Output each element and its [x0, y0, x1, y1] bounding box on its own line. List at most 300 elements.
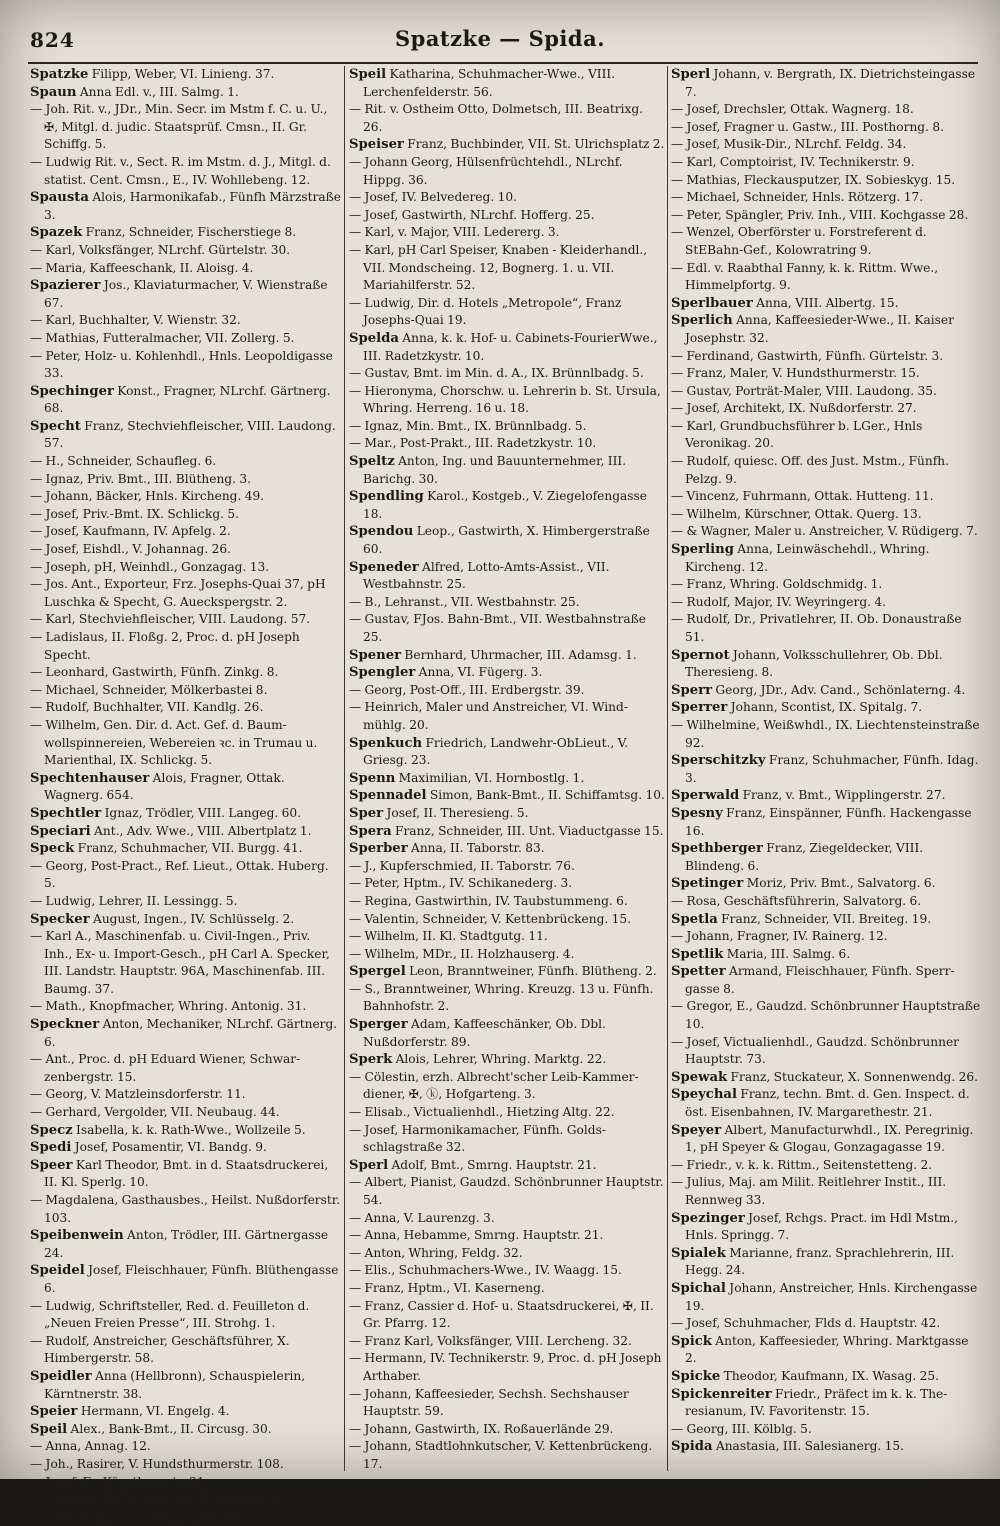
entry-text: Franz, Schneider, Fischerstiege 8.	[82, 225, 297, 240]
entry-text: Alex., Bank-Bmt., II. Circusg. 30.	[67, 1421, 272, 1436]
entry-text: — Joh., Rasirer, V. Hundsthurmerstr. 108.	[30, 1456, 284, 1471]
directory-entry	[30, 805, 341, 823]
entry-text: Bernhard, Uhrmacher, III. Adamsg. 1.	[401, 647, 637, 662]
entry-text: Maria, III. Salmg. 6.	[723, 946, 851, 961]
entry-surname: Spetlik	[671, 946, 724, 962]
directory-entry	[671, 1210, 982, 1245]
directory-entry	[30, 1456, 341, 1474]
directory-entry	[349, 858, 665, 876]
directory-entry	[30, 471, 341, 489]
directory-entry	[30, 260, 341, 278]
entry-surname: Speciari	[30, 823, 91, 839]
entry-surname: Spida	[671, 1439, 713, 1455]
entry-text: — Joseph, pH, Weinhdl., Gonzagag. 13.	[30, 559, 270, 574]
entry-text: Anna, VI. Fügerg. 3.	[415, 665, 543, 680]
entry-text: — Josef, Kaufmann, IV. Apfelg. 2.	[30, 524, 231, 539]
entry-text: Franz, Schneider, III. Unt. Viaductgasse 15.	[391, 823, 664, 838]
entry-text: — Anna, Annag. 12.	[30, 1439, 151, 1454]
directory-entry	[349, 365, 665, 383]
directory-entry	[671, 1034, 982, 1069]
directory-entry	[671, 647, 982, 682]
entry-text: Friedrich, Landwehr-ObLieut., V. Griesg. 23.	[363, 735, 629, 768]
entry-text: — Wilhelm, Gen. Dir. d. Act. Gef. d. Baumwollspinnereien, Webereien ꝛc. in Trumau u. Marienthal, IX. Schlickg. 5.	[30, 717, 318, 768]
entry-text: — Franz, Whring. Goldschmidg. 1.	[671, 577, 883, 592]
entry-surname: Sperl	[671, 67, 711, 82]
entry-surname: Spelda	[349, 330, 399, 346]
directory-entry	[349, 242, 665, 295]
entry-text: — Karl, Buchhalter, V. Wienstr. 32.	[30, 313, 241, 328]
entry-text: Johann, Volksschullehrer, Ob. Dbl. Theresieng. 8.	[685, 647, 943, 680]
entry-text: — Johann, Kaffeesieder, Sechsh. Sechshauser Hauptstr. 59.	[349, 1386, 629, 1419]
entry-text: Anastasia, III. Salesianerg. 15.	[712, 1439, 905, 1454]
entry-surname: Spesny	[671, 805, 723, 821]
directory-entry	[30, 1192, 341, 1227]
directory-entry	[30, 1368, 341, 1403]
directory-entry	[349, 1069, 665, 1104]
directory-entry	[671, 963, 982, 998]
entry-surname: Speier	[30, 1404, 78, 1420]
directory-entry	[30, 1104, 341, 1122]
directory-entry	[349, 488, 665, 523]
entry-text: Maximilian, VI. Hornbostlg. 1.	[395, 770, 585, 785]
directory-entry	[349, 664, 665, 682]
entry-surname: Sperl	[349, 1157, 389, 1173]
entry-text: — Hieronyma, Chorschw. u. Lehrerin b. St. Ursula, Whring. Herreng. 16 u. 18.	[349, 383, 661, 416]
directory-entry	[671, 998, 982, 1033]
entry-text: — Karl, v. Major, VIII. Ledererg. 3.	[349, 225, 560, 240]
directory-entry	[671, 365, 982, 383]
entry-surname: Sperlich	[671, 313, 733, 329]
entry-surname: Spausta	[30, 190, 89, 206]
entry-text: Josef, Rchgs. Pract. im Hdl Mstm., Hnls. Springg. 7.	[685, 1210, 959, 1243]
directory-entry	[349, 154, 665, 189]
entry-text: Alois, Harmonikafab., Fünfh Märzstraße 3.	[44, 190, 341, 222]
entry-text: — Wenzel, Oberförster u. Forstreferent d. StEBahn-Gef., Kolowratring 9.	[671, 225, 927, 257]
entry-text: — Anna, V. Laurenzg. 3.	[349, 1210, 495, 1225]
directory-entry	[671, 752, 982, 787]
directory-entry	[671, 805, 982, 840]
entry-text: — Johann, Fragner, IV. Rainerg. 12.	[671, 929, 888, 944]
entry-surname: Spicke	[671, 1368, 721, 1384]
directory-entry	[30, 101, 341, 154]
entry-text: — Maria, Kaffeeschank, II. Aloisg. 4.	[30, 260, 254, 275]
entry-surname: Speidel	[30, 1263, 85, 1279]
directory-entry	[349, 66, 665, 101]
directory-entry	[349, 981, 665, 1016]
entry-text: — Wilhelm, MDr., II. Holzhauserg. 4.	[349, 946, 575, 961]
entry-surname: Speneder	[349, 559, 419, 575]
entry-text: — Josef, Schuhmacher, Flds d. Hauptstr. 42.	[671, 1316, 941, 1331]
directory-entry	[30, 576, 341, 611]
entry-surname: Spener	[349, 647, 402, 663]
entry-text: — Michael, Schneider, Hnls. Rötzerg. 17.	[671, 190, 924, 205]
entry-surname: Sperlbauer	[671, 295, 753, 311]
entry-surname: Sperk	[349, 1052, 393, 1068]
directory-entry	[671, 119, 982, 137]
entry-text: Josef, Fleischhauer, Fünfh. Blüthengasse 6.	[44, 1263, 339, 1295]
entry-surname: Spernot	[671, 647, 730, 663]
directory-entry	[349, 770, 665, 788]
entry-text: — Josef, Sichh. W. Insp., VI. Laimgrubeng. 13.	[30, 1492, 311, 1507]
directory-entry	[671, 1438, 982, 1456]
directory-entry	[349, 1298, 665, 1333]
entry-text: Konst., Fragner, NLrchf. Gärtnerg. 68.	[44, 383, 331, 416]
directory-entry	[671, 893, 982, 911]
entry-text: Isabella, k. k. Rath-Wwe., Wollzeile 5.	[72, 1122, 306, 1137]
directory-entry	[349, 435, 665, 453]
entry-surname: Spennadel	[349, 788, 427, 804]
directory-entry	[30, 154, 341, 189]
directory-entry	[349, 559, 665, 594]
directory-entry	[349, 383, 665, 418]
entry-text: — Peter, Hptm., IV. Schikanederg. 3.	[349, 876, 573, 891]
directory-entry	[30, 1491, 341, 1509]
directory-entry	[30, 629, 341, 664]
directory-entry	[30, 1509, 341, 1526]
entry-text: — Franz Karl, Volksfänger, VIII. Lercheng. 32.	[349, 1333, 632, 1348]
directory-entry	[30, 330, 341, 348]
directory-entry	[671, 576, 982, 594]
running-head: Spatzke — Spida.	[394, 26, 606, 51]
entry-text: Franz, Schneider, VII. Breiteg. 19.	[717, 911, 932, 926]
directory-entry	[30, 242, 341, 260]
entry-text: Jos., Klaviaturmacher, V. Wienstraße 67.	[44, 278, 328, 310]
entry-text: Franz, Stuckateur, X. Sonnenwendg. 26.	[727, 1069, 978, 1084]
entry-surname: Spendling	[349, 489, 424, 505]
entry-text: — Gustav, Porträt-Maler, VIII. Laudong. 35.	[671, 383, 937, 398]
directory-entry	[30, 383, 341, 418]
directory-entry	[671, 717, 982, 752]
directory-entry	[671, 1122, 982, 1157]
directory-entry	[349, 1157, 665, 1175]
entry-text: — H., Schneider, Schaufleg. 6.	[30, 454, 217, 469]
entry-text: — Ferdinand, Gastwirth, Fünfh. Gürtelstr. 3.	[671, 348, 944, 363]
entry-text: Leon, Branntweiner, Fünfh. Blütheng. 2.	[405, 964, 657, 979]
entry-text: — Franz, Maler, V. Hundsthurmerstr. 15.	[671, 366, 920, 381]
entry-text: — Josef, IV. Belvedereg. 10.	[349, 190, 517, 205]
entry-text: — Elisab., Victualienhdl., Hietzing Altg. 22.	[349, 1105, 615, 1120]
entry-text: Josef, Posamentir, VI. Bandg. 9.	[71, 1140, 267, 1155]
directory-entry	[349, 1122, 665, 1157]
entry-text: — Rudolf, Anstreicher, Geschäftsführer, X. Himbergerstr. 58.	[30, 1333, 290, 1366]
directory-entry	[349, 1438, 665, 1473]
directory-entry	[671, 418, 982, 453]
directory-entry	[349, 823, 665, 841]
directory-entry	[30, 84, 341, 102]
entry-surname: Spatzke	[30, 67, 89, 82]
directory-entry	[671, 136, 982, 154]
entry-surname: Spengler	[349, 665, 416, 681]
directory-entry	[349, 523, 665, 558]
directory-entry	[671, 1368, 982, 1386]
entry-surname: Spergel	[349, 964, 406, 980]
entry-surname: Speltz	[349, 454, 395, 470]
entry-surname: Spenkuch	[349, 735, 423, 751]
directory-entry	[671, 1386, 982, 1421]
entry-text: — Rudolf, quiesc. Off. des Just. Mstm., Fünfh. Pelzg. 9.	[671, 454, 949, 486]
entry-text: — Georg, V. Matzleinsdorferstr. 11.	[30, 1087, 246, 1102]
entry-text: — Josef, Victualienhdl., Gaudzd. Schönbrunner Hauptstr. 73.	[671, 1034, 959, 1067]
entry-text: — Gregor, E., Gaudzd. Schönbrunner Hauptstraße 10.	[671, 999, 981, 1032]
entry-surname: Spickenreiter	[671, 1386, 772, 1402]
entry-text: Franz, techn. Bmt. d. Gen. Inspect. d. öst. Eisenbahnen, IV. Margarethestr. 21.	[685, 1087, 970, 1120]
entry-text: — Wilhelm, Kürschner, Ottak. Querg. 13.	[671, 506, 922, 521]
entry-text: — Johann, Bäcker, Hnls. Kircheng. 49.	[30, 489, 265, 504]
directory-entry	[30, 1474, 341, 1492]
directory-entry	[30, 348, 341, 383]
directory-entry	[349, 453, 665, 488]
entry-text: — Peter, Spängler, Priv. Inh., VIII. Kochgasse 28.	[671, 207, 969, 222]
entry-text: — Math., Knopfmacher, Whring. Antonig. 31.	[30, 999, 307, 1014]
entry-text: Marianne, franz. Sprachlehrerin, III. Hegg. 24.	[685, 1245, 955, 1278]
entry-text: Simon, Bank-Bmt., II. Schiffamtsg. 10.	[426, 788, 665, 803]
directory-entry	[30, 858, 341, 893]
entry-text: Johann, Anstreicher, Hnls. Kirchengasse 19.	[685, 1280, 978, 1313]
directory-entry	[30, 66, 341, 84]
directory-entry	[349, 1421, 665, 1439]
entry-text: Karl Theodor, Bmt. in d. Staatsdruckerei, II. Kl. Sperlg. 10.	[44, 1157, 329, 1190]
entry-text: — Ignaz, Min. Bmt., IX. Brünnlbadg. 5.	[349, 418, 587, 433]
entry-text: Ignaz, Trödler, VIII. Langeg. 60.	[101, 805, 302, 820]
entry-surname: Sper	[349, 805, 384, 821]
directory-entry	[671, 1157, 982, 1175]
directory-entry	[349, 682, 665, 700]
directory-entry	[349, 1051, 665, 1069]
entry-text: Anna, k. k. Hof- u. Cabinets-FourierWwe., III. Radetzkystr. 10.	[363, 330, 658, 363]
entry-surname: Spetinger	[671, 876, 744, 892]
entry-surname: Specker	[30, 911, 90, 927]
entry-text: — Josef, Gastwirth, NLrchf. Hofferg. 25.	[349, 207, 595, 222]
directory-entry	[671, 488, 982, 506]
directory-entry	[349, 1386, 665, 1421]
directory-entry	[671, 506, 982, 524]
directory-entry	[30, 1421, 341, 1439]
entry-surname: Speyer	[671, 1122, 722, 1138]
entry-text: — Rudolf, Dr., Privatlehrer, II. Ob. Donaustraße 51.	[671, 612, 962, 644]
entry-text: Franz, Einspänner, Fünfh. Hackengasse 16.	[685, 805, 972, 838]
directory-entry	[30, 1157, 341, 1192]
directory-entry	[671, 699, 982, 717]
directory-entry	[30, 611, 341, 629]
entry-surname: Specz	[30, 1122, 73, 1138]
entry-text: Franz, v. Bmt., Wipplingerstr. 27.	[739, 788, 946, 803]
entry-text: — Franz, Hptm., VI. Kaserneng.	[349, 1280, 545, 1295]
entry-text: — Rit. v. Ostheim Otto, Dolmetsch, III. Beatrixg. 26.	[349, 102, 644, 134]
directory-entry	[671, 523, 982, 541]
entry-text: — Peter, Holz- u. Kohlenhdl., Hnls. Leopoldigasse 33.	[30, 348, 333, 381]
column-1	[30, 66, 341, 1524]
entry-text: — Josef, Harmonikamacher, Fünfh. Goldsschlagstraße 32.	[349, 1122, 606, 1155]
entry-text: — Anna, Hebamme, Smrng. Hauptstr. 21.	[349, 1228, 604, 1243]
entry-surname: Spetla	[671, 911, 718, 927]
directory-entry	[671, 400, 982, 418]
directory-entry	[30, 823, 341, 841]
entry-surname: Spechinger	[30, 383, 114, 399]
entry-surname: Speil	[30, 1421, 68, 1437]
entry-text: — Ludwig, Schriftsteller, Red. d. Feuilleton d. „Neuen Freien Presse“, III. Strohg. 1.	[30, 1298, 310, 1331]
entry-surname: Spedi	[30, 1140, 72, 1156]
entry-text: — Mathias, Fleckausputzer, IX. Sobieskyg. 15.	[671, 172, 956, 187]
entry-surname: Spazierer	[30, 278, 101, 294]
entry-text: — Karl A., Maschinenfab. u. Civil-Ingen., Priv. Inh., Ex- u. Import-Gesch., pH Carl A. Specker, III. Landstr. Hauptstr. 96A, Maschinenfab. III. Baumg. 37.	[30, 929, 330, 996]
entry-text: — Georg, Post-Pract., Ref. Lieut., Ottak. Huberg. 5.	[30, 858, 329, 891]
entry-text: — S., Branntweiner, Whring. Kreuzg. 13 u. Fünfh. Bahnhofstr. 2.	[349, 981, 654, 1014]
directory-entry	[349, 330, 665, 365]
entry-text: — & Wagner, Maler u. Anstreicher, V. Rüdigerg. 7.	[671, 524, 978, 539]
entry-text: — Johann, Gastwirth, IX. Roßauerlände 29.	[349, 1421, 614, 1436]
entry-text: — Rudolf, Buchhalter, VII. Kandlg. 26.	[30, 700, 264, 715]
entry-text: Ant., Adv. Wwe., VIII. Albertplatz 1.	[90, 823, 312, 838]
directory-entry	[671, 594, 982, 612]
directory-entry	[349, 1104, 665, 1122]
entry-surname: Specht	[30, 418, 81, 434]
directory-entry	[30, 541, 341, 559]
directory-entry	[671, 260, 982, 295]
directory-entry	[349, 1350, 665, 1385]
directory-entry	[30, 770, 341, 805]
directory-entry	[671, 911, 982, 929]
page-header	[0, 24, 1000, 60]
directory-entry	[671, 1280, 982, 1315]
entry-text: — Friedr., v. k. k. Rittm., Seitenstetteng. 2.	[671, 1157, 933, 1172]
entry-surname: Spechtler	[30, 805, 102, 821]
entry-surname: Sperr	[671, 682, 713, 698]
entry-surname: Speil	[349, 67, 387, 82]
directory-entry	[30, 928, 341, 998]
entry-surname: Speckner	[30, 1017, 100, 1033]
directory-entry	[349, 875, 665, 893]
directory-entry	[349, 224, 665, 242]
directory-entry	[671, 189, 982, 207]
directory-entry	[349, 1245, 665, 1263]
directory-entry	[349, 101, 665, 136]
directory-entry	[349, 1227, 665, 1245]
entry-text: — Regina, Gastwirthin, IV. Taubstummeng. 6.	[349, 893, 628, 908]
entry-surname: Spechtenhauser	[30, 770, 150, 786]
directory-entry	[671, 453, 982, 488]
directory-entry	[671, 383, 982, 401]
entry-surname: Spazek	[30, 225, 83, 241]
directory-entry	[349, 647, 665, 665]
directory-entry	[349, 699, 665, 734]
entry-text: Johann, v. Bergrath, IX. Dietrichsteingasse 7.	[685, 67, 976, 99]
entry-text: Franz, Schuhmacher, Fünfh. Idag. 3.	[685, 753, 979, 785]
entry-text: — Karl, Comptoirist, IV. Technikerstr. 9.	[671, 154, 915, 169]
directory-entry	[349, 136, 665, 154]
directory-entry	[671, 1421, 982, 1439]
entry-text: Alfred, Lotto-Amts-Assist., VII. Westbahnstr. 25.	[363, 559, 610, 592]
directory-entry	[671, 1086, 982, 1121]
directory-entry	[30, 1086, 341, 1104]
entry-text: — Josef, Musik-Dir., NLrchf. Feldg. 34.	[671, 137, 907, 152]
entry-text: — Hermann, IV. Technikerstr. 9, Proc. d. pH Joseph Arthaber.	[349, 1351, 662, 1383]
entry-text: Anton, Kaffeesieder, Whring. Marktgasse 2.	[685, 1333, 969, 1366]
entry-text: — Josef, Architekt, IX. Nußdorferstr. 27.	[671, 401, 917, 416]
entry-text: — Johann Georg, Hülsenfrüchtehdl., NLrchf. Hippg. 36.	[349, 154, 623, 187]
directory-entry	[349, 207, 665, 225]
directory-entry	[349, 1333, 665, 1351]
directory-entry	[671, 295, 982, 313]
entry-surname: Spichal	[671, 1280, 726, 1296]
directory-entry	[30, 453, 341, 471]
directory-entry	[671, 66, 982, 101]
entry-text: — Ludwig, Lehrer, II. Lessingg. 5.	[30, 893, 238, 908]
entry-text: Adolf, Bmt., Smrng. Hauptstr. 21.	[388, 1157, 597, 1172]
entry-text: — J., Kupferschmied, II. Taborstr. 76.	[349, 858, 575, 873]
entry-text: Georg, JDr., Adv. Cand., Schönlaterng. 4.	[712, 682, 966, 697]
directory-entry	[349, 295, 665, 330]
column-3	[671, 66, 982, 1476]
directory-entry	[671, 101, 982, 119]
entry-text: Anna, Leinwäschehdl., Whring. Kircheng. 12.	[685, 542, 930, 574]
page-number: 824	[30, 28, 75, 52]
directory-entry	[349, 1262, 665, 1280]
entry-text: — Josef, Eishdl., V. Johannag. 26.	[30, 542, 231, 557]
directory-entry	[349, 805, 665, 823]
entry-text: — Ant., Proc. d. pH Eduard Wiener, Schwarzenbergstr. 15.	[30, 1052, 301, 1084]
directory-entry	[30, 1298, 341, 1333]
entry-surname: Sperling	[671, 542, 734, 558]
entry-text: Karol., Kostgeb., V. Ziegelofengasse 18.	[363, 489, 648, 521]
directory-entry	[30, 418, 341, 453]
entry-text: — Johann, Stadtlohnkutscher, V. Kettenbrückeng. 17.	[349, 1439, 653, 1471]
entry-text: — Karl, Volksfänger, NLrchf. Gürtelstr. 30.	[30, 242, 291, 257]
directory-entry	[349, 611, 665, 646]
directory-entry	[30, 1122, 341, 1140]
directory-entry	[671, 541, 982, 576]
directory-entry	[30, 664, 341, 682]
directory-entry	[349, 1174, 665, 1209]
directory-entry	[349, 928, 665, 946]
entry-text: Anna (Hellbronn), Schauspielerin, Kärntnerstr. 38.	[44, 1368, 306, 1401]
directory-entry	[30, 488, 341, 506]
entry-text: — Cölestin, erzh. Albrecht'scher Leib-Kammerdiener, ✠, ⓚ, Hofgarteng. 3.	[349, 1069, 639, 1102]
directory-entry	[671, 154, 982, 172]
entry-text: — Michael, Schneider, Mölkerbastei 8.	[30, 682, 268, 697]
directory-entry	[349, 893, 665, 911]
entry-surname: Spick	[671, 1333, 712, 1349]
directory-entry	[349, 963, 665, 981]
directory-entry	[671, 928, 982, 946]
directory-entry	[671, 1333, 982, 1368]
entry-text: Anton, Mechaniker, NLrchf. Gärtnerg. 6.	[44, 1017, 338, 1049]
entry-text: Leop., Gastwirth, X. Himbergerstraße 60.	[363, 524, 650, 557]
entry-surname: Speiser	[349, 137, 404, 153]
directory-entry	[349, 594, 665, 612]
entry-text: Katharina, Schuhmacher-Wwe., VIII. Lerchenfelderstr. 56.	[363, 67, 616, 99]
directory-entry	[671, 224, 982, 259]
entry-surname: Spetter	[671, 964, 726, 980]
directory-entry	[349, 946, 665, 964]
entry-text: Anna, II. Taborstr. 83.	[407, 841, 545, 856]
directory-entry	[671, 682, 982, 700]
directory-entry	[671, 787, 982, 805]
entry-text: — Gerhard, Vergolder, VII. Neubaug. 44.	[30, 1105, 280, 1120]
entry-text: Franz, Stechviehfleischer, VIII. Laudong. 57.	[44, 418, 336, 451]
entry-text: — Wilhelm, II. Kl. Stadtgutg. 11.	[349, 929, 548, 944]
entry-surname: Speidler	[30, 1368, 92, 1384]
entry-surname: Spezinger	[671, 1210, 745, 1226]
entry-surname: Spera	[349, 823, 392, 839]
entry-text: — Wilhelmine, Weißwhdl., IX. Liechtensteinstraße 92.	[671, 717, 980, 750]
directory-entry	[30, 911, 341, 929]
entry-text: Filipp, Weber, VI. Linieng. 37.	[88, 67, 275, 81]
directory-entry	[671, 172, 982, 190]
entry-text: — Mathias, Futteralmacher, VII. Zollerg. 5.	[30, 330, 295, 345]
directory-entry	[671, 840, 982, 875]
directory-entry	[30, 699, 341, 717]
entry-text: — Ignaz, Priv. Bmt., III. Blütheng. 3.	[30, 471, 251, 486]
